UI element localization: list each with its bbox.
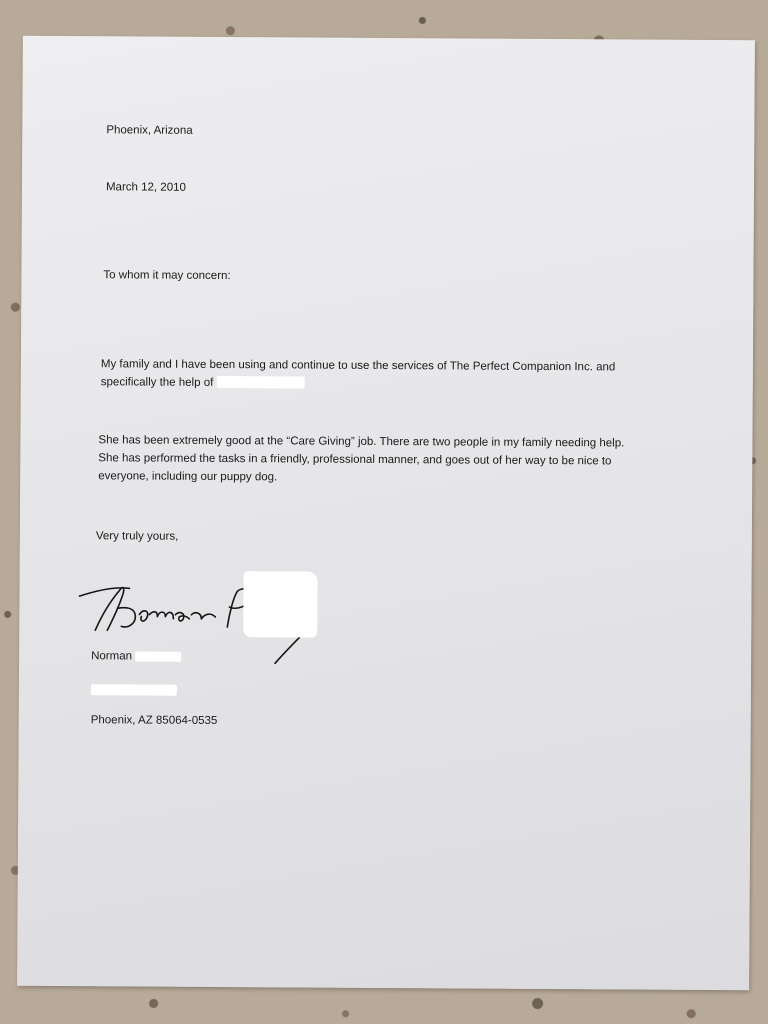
letter-closing: Very truly yours, [95, 530, 179, 543]
signer-city: Phoenix, AZ 85064-0535 [90, 714, 218, 727]
paragraph-1-line-2 [101, 374, 305, 392]
paragraph-2-line-1: She has been extremely good at the “Care Giving” job. There are two people in my family needing help. [98, 434, 625, 450]
paragraph-1-line-1: My family and I have been using and continue to use the services of The Perfect Companion Inc. and [100, 358, 616, 374]
letter-date: March 12, 2010 [105, 181, 186, 194]
paragraph-2-line-2: She has performed the tasks in a friendly, professional manner, and goes out of her way to be nice to [98, 452, 612, 468]
letter-place: Phoenix, Arizona [106, 124, 193, 137]
paragraph-2-line-3: everyone, including our puppy dog. [98, 470, 278, 484]
letter-salutation: To whom it may concern: [103, 269, 231, 283]
redacted-caregiver-name [216, 376, 304, 389]
signer-name [91, 648, 181, 666]
redacted-street-address [91, 684, 177, 696]
letter-page [17, 36, 755, 990]
redacted-signature-surname [243, 571, 317, 637]
paragraph-1-line-2-text: specifically the help of [100, 376, 214, 389]
redacted-signer-surname [135, 651, 181, 661]
signer-first-name: Norman [91, 650, 133, 663]
